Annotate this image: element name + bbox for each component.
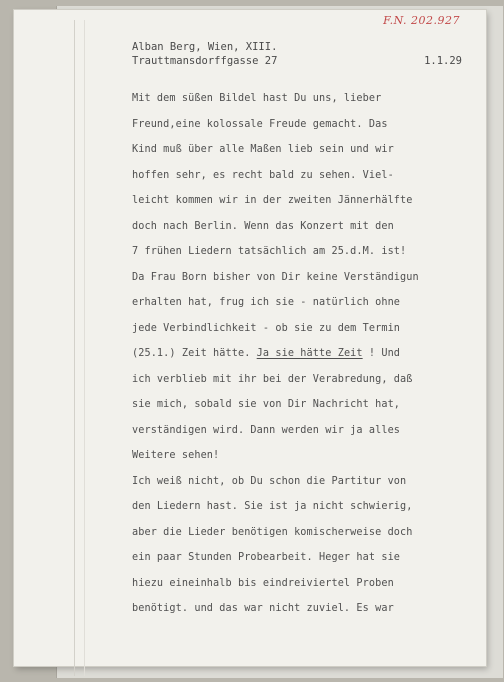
archive-number: F.N. 202.927 — [383, 14, 460, 27]
letter-line-underlined: (25.1.) Zeit hätte. Ja sie hätte Zeit ! Und — [132, 348, 401, 359]
letter-line: hiezu eineinhalb bis eindreiviertel Proben — [132, 577, 394, 589]
letter-line: doch nach Berlin. Wenn das Konzert mit den — [132, 220, 394, 232]
letter-line: Mit dem süßen Bildel hast Du uns, lieber — [132, 93, 382, 104]
letter-line: leicht kommen wir in der zweiten Jännerhälfte — [132, 195, 413, 206]
fold-line — [84, 20, 85, 676]
letter-line: sie mich, sobald sie von Dir Nachricht hat, — [132, 399, 401, 410]
letter-line: ein paar Stunden Probearbeit. Heger hat sie — [132, 552, 401, 563]
letter-line: hoffen sehr, es recht bald zu sehen. Viel- — [132, 169, 394, 181]
letter-line: ich verblieb mit ihr bei der Verabredung, daß — [132, 373, 413, 385]
sender-street: Trauttmansdorffgasse 27 — [132, 55, 278, 67]
underlined-phrase: Ja sie hätte Zeit — [256, 348, 363, 359]
letter-line: Freund,eine kolossale Freude gemacht. Das — [132, 118, 388, 130]
letter-line: Ich weiß nicht, ob Du schon die Partitur von — [132, 475, 407, 487]
fold-line — [74, 20, 75, 676]
letter-line: 7 frühen Liedern tatsächlich am 25.d.M. ist! — [132, 246, 407, 257]
letter-line: jede Verbindlichkeit - ob sie zu dem Termin — [132, 322, 401, 334]
letter-line: Weitere sehen! — [132, 450, 220, 461]
letter-line: Da Frau Born bisher von Dir keine Verständigun — [132, 271, 419, 283]
header-row — [132, 54, 462, 68]
letter-line: den Liedern hast. Sie ist ja nicht schwierig, — [132, 501, 413, 512]
letter-body — [132, 86, 480, 622]
sender-name: Alban Berg, Wien, XIII. — [132, 41, 278, 53]
letter-line: benötigt. und das war nicht zuviel. Es war — [132, 603, 394, 614]
letter-line: aber die Lieder benötigen komischerweise doch — [132, 526, 413, 538]
header-row — [132, 40, 462, 54]
letter-date: 1.1.29 — [424, 55, 462, 67]
letter-line: erhalten hat, frug ich sie - natürlich ohne — [132, 297, 401, 308]
letter-header — [132, 40, 462, 68]
letter-line: verständigen wird. Dann werden wir ja alles — [132, 424, 401, 436]
letter-line: Kind muß über alle Maßen lieb sein und wir — [132, 144, 394, 155]
